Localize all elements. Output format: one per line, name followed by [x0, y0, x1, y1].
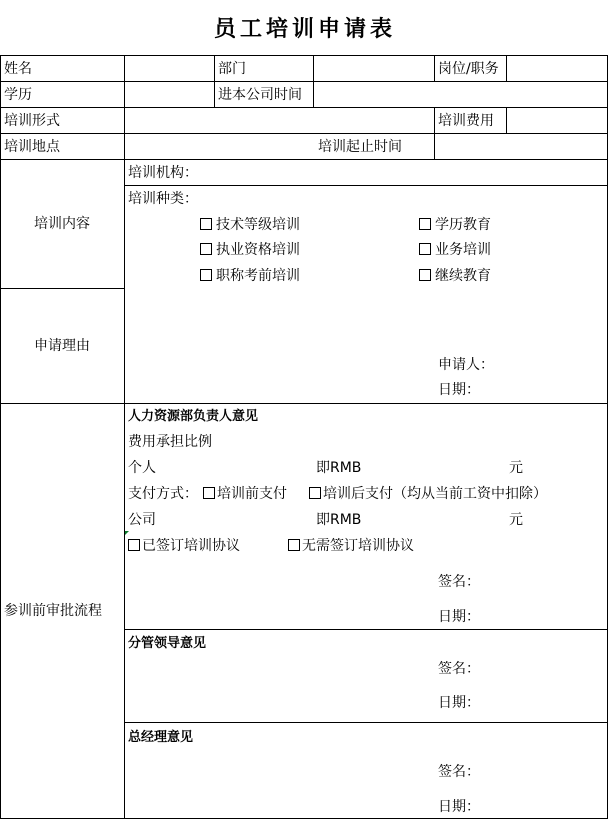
checkbox-icon	[419, 243, 431, 255]
manager-opinion-heading: 分管领导意见	[128, 636, 207, 651]
name-field[interactable]	[125, 56, 214, 81]
applicant-date-label: 日期：	[438, 382, 480, 398]
applicant-label: 申请人：	[438, 357, 494, 373]
training-form-field[interactable]	[125, 108, 434, 133]
education-field[interactable]	[125, 82, 214, 107]
no-agreement-option[interactable]: 无需签订培训协议	[288, 539, 414, 553]
checkbox-icon	[203, 487, 215, 499]
department-label: 部门	[218, 61, 246, 77]
training-types-label: 培训种类：	[128, 191, 198, 207]
application-reason-field[interactable]	[125, 292, 425, 400]
checkbox-icon	[200, 243, 212, 255]
training-fee-field[interactable]	[507, 108, 607, 133]
hr-opinion-heading: 人力资源部负责人意见	[128, 409, 259, 424]
type-option-technical[interactable]: 技术等级培训	[200, 218, 300, 232]
training-period-label: 培训起止时间	[318, 139, 402, 155]
type-option-qualification[interactable]: 执业资格培训	[200, 243, 300, 257]
personal-yuan-label: 元	[509, 460, 523, 476]
checkbox-icon	[200, 218, 212, 230]
payment-method-label: 支付方式：	[128, 486, 198, 502]
type-option-education[interactable]: 学历教育	[419, 218, 491, 232]
hr-date-label: 日期：	[438, 609, 480, 625]
pay-before-option[interactable]: 培训前支付	[203, 487, 287, 501]
company-share-label: 公司	[128, 512, 156, 528]
checkbox-icon	[200, 269, 212, 281]
gm-opinion-heading: 总经理意见	[128, 730, 194, 745]
checkbox-icon	[309, 487, 321, 499]
education-label: 学历	[4, 87, 32, 103]
join-date-field[interactable]	[314, 82, 607, 107]
department-field[interactable]	[314, 56, 434, 81]
signed-agreement-option[interactable]: 已签订培训协议	[128, 539, 240, 553]
pay-after-option[interactable]: 培训后支付（均从当前工资中扣除）	[309, 487, 547, 501]
checkbox-icon	[288, 539, 300, 551]
application-reason-label: 申请理由	[34, 338, 90, 354]
checkbox-icon	[419, 218, 431, 230]
hr-signature-label: 签名：	[438, 574, 480, 590]
training-fee-label: 培训费用	[438, 113, 494, 129]
type-option-continuing[interactable]: 继续教育	[419, 269, 491, 283]
name-label: 姓名	[4, 61, 32, 77]
cell-comment-marker	[125, 531, 129, 535]
type-option-title-exam[interactable]: 职称考前培训	[200, 269, 300, 283]
cost-sharing-label: 费用承担比例	[128, 434, 212, 450]
training-form-label: 培训形式	[4, 113, 60, 129]
training-location-label: 培训地点	[4, 139, 60, 155]
manager-signature-label: 签名：	[438, 661, 480, 677]
join-date-label: 进本公司时间	[218, 87, 302, 103]
checkbox-icon	[419, 269, 431, 281]
company-rmb-label: 即RMB	[316, 512, 362, 528]
gm-date-label: 日期：	[438, 799, 480, 815]
training-content-label: 培训内容	[34, 216, 90, 232]
training-period-field[interactable]	[435, 134, 607, 159]
personal-share-label: 个人	[128, 460, 156, 476]
institution-label: 培训机构：	[128, 165, 198, 181]
gm-signature-label: 签名：	[438, 764, 480, 780]
personal-rmb-label: 即RMB	[316, 460, 362, 476]
position-field[interactable]	[507, 56, 607, 81]
type-option-business[interactable]: 业务培训	[419, 243, 491, 257]
manager-date-label: 日期：	[438, 695, 480, 711]
checkbox-icon	[128, 539, 140, 551]
company-yuan-label: 元	[509, 512, 523, 528]
page-title: 员工培训申请表	[213, 16, 396, 42]
approval-process-label: 参训前审批流程	[4, 603, 102, 619]
position-label: 岗位/职务	[438, 61, 499, 77]
